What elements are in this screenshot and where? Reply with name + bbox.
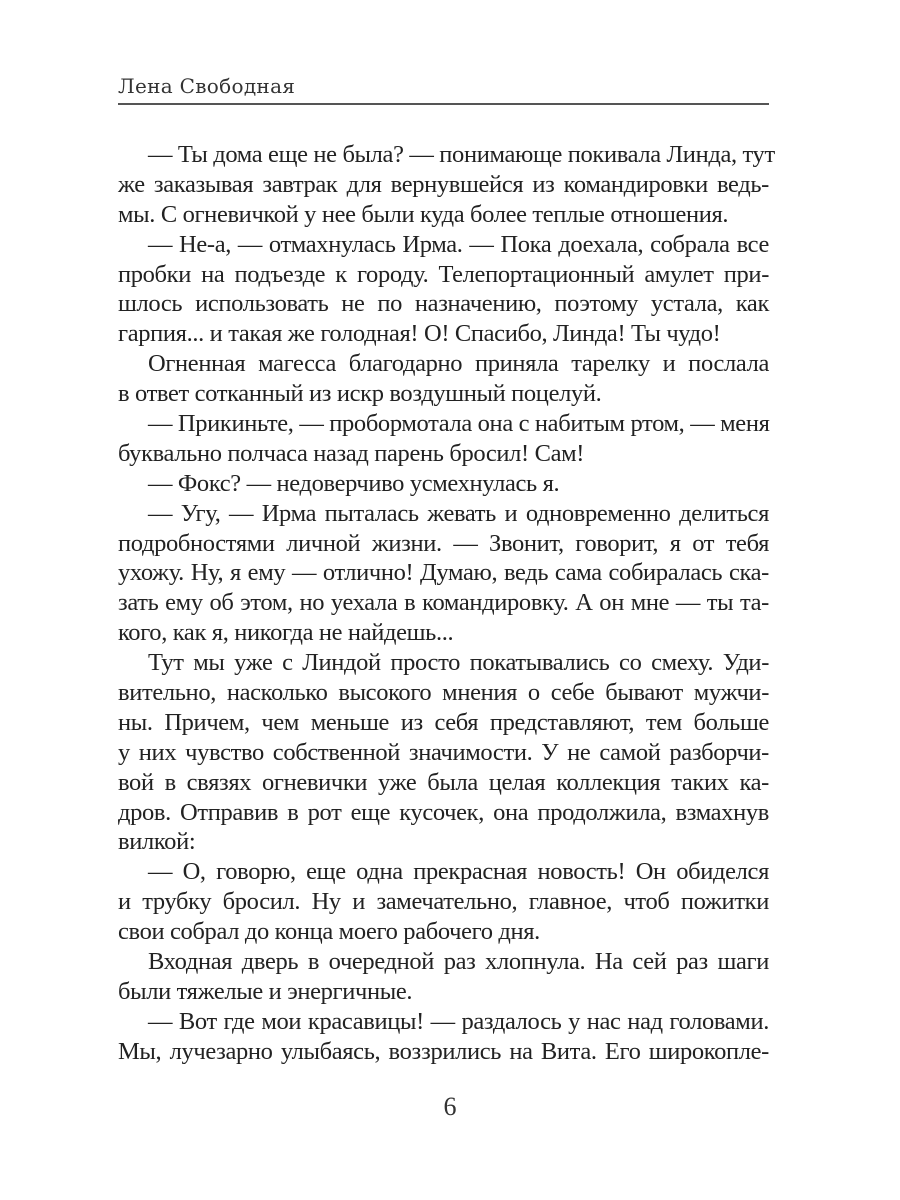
text-line: — Угу, — Ирма пыталась жевать и одновременно делиться — [148, 499, 769, 527]
text-line: — Не-а, — отмахнулась Ирма. — Пока доехала, собрала все — [148, 230, 769, 258]
text-line: свои собрал до конца моего рабочего дня. — [118, 918, 540, 946]
text-line: в ответ сотканный из искр воздушный поцелуй. — [118, 380, 602, 408]
text-line: Тут мы уже с Линдой просто покатывались со смеху. Уди- — [148, 649, 769, 677]
text-line: и трубку бросил. Ну и замечательно, главное, чтоб пожитки — [118, 888, 769, 916]
text-line: кого, как я, никогда не найдешь... — [118, 619, 454, 647]
text-line: вительно, насколько высокого мнения о себе бывают мужчи- — [118, 679, 769, 707]
running-head-author: Лена Свободная — [118, 74, 296, 98]
text-line: — Ты дома еще не была? — понимающе покивала Линда, тут — [148, 141, 775, 168]
text-line: подробностями личной жизни. — Звонит, говорит, я от тебя — [118, 529, 769, 557]
text-line: были тяжелые и энергичные. — [118, 977, 413, 1005]
text-line: — О, говорю, еще одна прекрасная новость! Он обиделся — [148, 858, 769, 886]
text-line: Мы, лучезарно улыбаясь, воззрились на Вита. Его широкопле- — [118, 1037, 769, 1065]
text-line: зать ему об этом, но уехала в командировку. А он мне — ты та- — [118, 589, 769, 617]
text-line: — Вот где мои красавицы! — раздалось у нас над головами. — [148, 1007, 769, 1035]
text-line: — Фокс? — недоверчиво усмехнулась я. — [148, 469, 560, 497]
page-number: 6 — [443, 1092, 457, 1121]
text-line: Огненная магесса благодарно приняла тарелку и послала — [148, 350, 769, 378]
text-line: пробки на подъезде к городу. Телепортационный амулет при- — [118, 260, 769, 288]
text-line: шлось использовать не по назначению, поэтому устала, как — [118, 290, 769, 318]
text-line: Входная дверь в очередной раз хлопнула. На сей раз шаги — [148, 948, 769, 976]
header-rule — [118, 103, 769, 105]
text-line: ухожу. Ну, я ему — отлично! Думаю, ведь сама собиралась ска- — [118, 559, 769, 587]
text-line: у них чувство собственной значимости. У не самой разборчи- — [118, 738, 769, 766]
text-line: дров. Отправив в рот еще кусочек, она продолжила, взмахнув — [118, 798, 769, 826]
text-line: ны. Причем, чем меньше из себя представляют, тем больше — [118, 708, 769, 736]
text-line: буквально полчаса назад парень бросил! Сам! — [118, 439, 585, 467]
body-text — [118, 140, 775, 1067]
text-line: вой в связях огневички уже была целая коллекция таких ка- — [118, 768, 769, 796]
text-line: вилкой: — [118, 828, 196, 856]
text-line: гарпия... и такая же голодная! О! Спасибо, Линда! Ты чудо! — [118, 320, 721, 348]
text-line: — Прикиньте, — пробормотала она с набитым ртом, — меня — [148, 410, 770, 438]
text-line: мы. С огневичкой у нее были куда более теплые отношения. — [118, 200, 729, 228]
text-line: же заказывая завтрак для вернувшейся из командировки ведь- — [118, 170, 769, 198]
